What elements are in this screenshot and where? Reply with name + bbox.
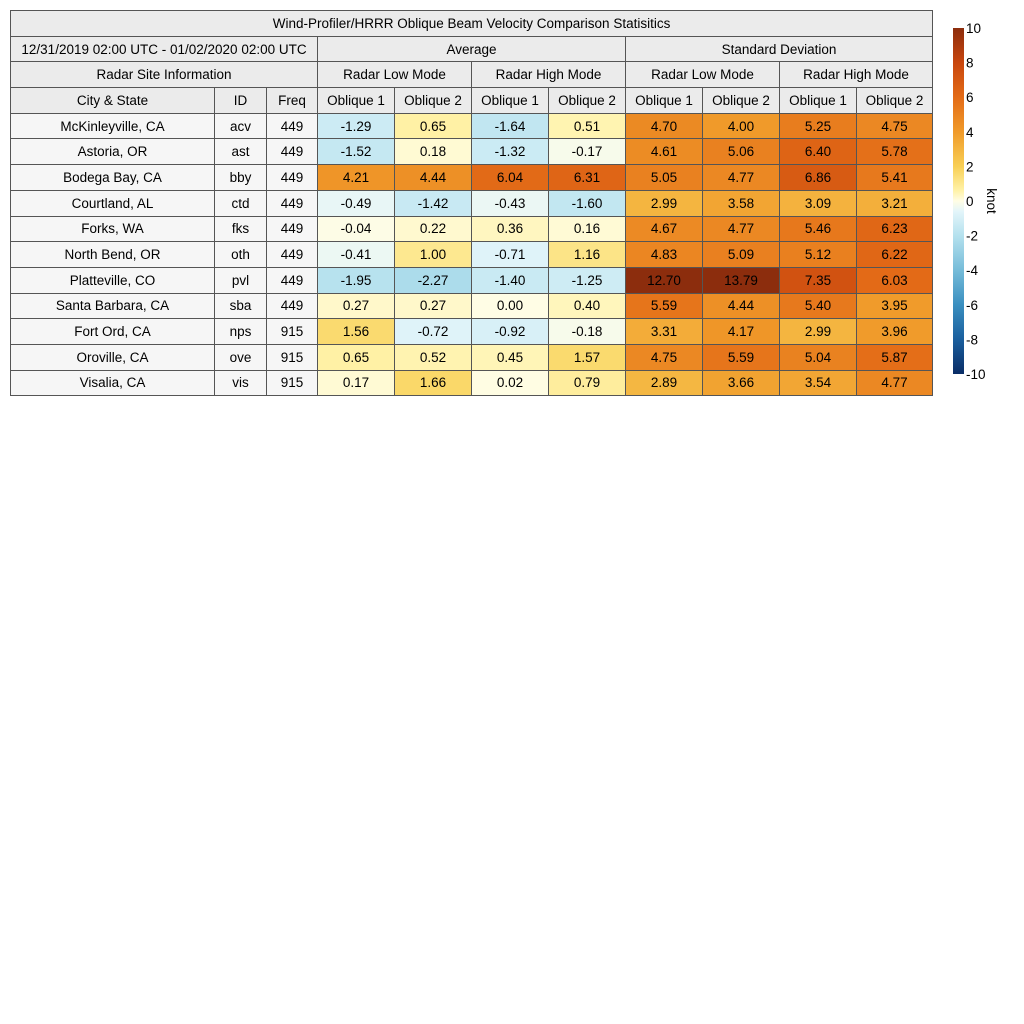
value-cell: -1.60 [549,190,626,216]
site-id-cell: acv [215,113,267,139]
freq-cell: 449 [267,242,318,268]
value-cell: 4.75 [857,113,933,139]
table-row [11,165,933,191]
value-cell: 4.77 [703,216,780,242]
table-row [11,267,933,293]
value-cell: 6.86 [780,165,857,191]
oblique-2-header: Oblique 2 [395,88,472,114]
value-cell: 0.27 [395,293,472,319]
value-cell: 6.23 [857,216,933,242]
city-cell: Astoria, OR [11,139,215,165]
average-header: Average [318,36,626,62]
colorbar-tick-label: 6 [966,90,974,106]
value-cell: 6.31 [549,165,626,191]
table-row [11,139,933,165]
value-cell: -1.40 [472,267,549,293]
value-cell: 4.83 [626,242,703,268]
table-row [11,319,933,345]
value-cell: 0.65 [395,113,472,139]
freq-cell: 915 [267,319,318,345]
value-cell: -0.04 [318,216,395,242]
oblique-2-header: Oblique 2 [703,88,780,114]
colorbar-tick-label: 8 [966,55,974,71]
freq-cell: 449 [267,190,318,216]
value-cell: 6.03 [857,267,933,293]
value-cell: -1.64 [472,113,549,139]
oblique-2-header: Oblique 2 [857,88,933,114]
value-cell: 3.54 [780,370,857,396]
value-cell: 5.05 [626,165,703,191]
value-cell: 7.35 [780,267,857,293]
value-cell: -0.71 [472,242,549,268]
freq-cell: 449 [267,139,318,165]
site-id-cell: sba [215,293,267,319]
oblique-1-header: Oblique 1 [318,88,395,114]
freq-cell: 449 [267,165,318,191]
value-cell: -1.32 [472,139,549,165]
value-cell: 4.21 [318,165,395,191]
value-cell: 2.99 [780,319,857,345]
stats-table [10,10,933,396]
freq-cell: 915 [267,370,318,396]
city-cell: Fort Ord, CA [11,319,215,345]
value-cell: 1.57 [549,344,626,370]
value-cell: 0.52 [395,344,472,370]
freq-cell: 915 [267,344,318,370]
colorbar [945,20,1020,390]
value-cell: 4.17 [703,319,780,345]
value-cell: 4.70 [626,113,703,139]
value-cell: 5.09 [703,242,780,268]
value-cell: 0.27 [318,293,395,319]
table-row [11,216,933,242]
value-cell: 3.09 [780,190,857,216]
value-cell: 2.89 [626,370,703,396]
value-cell: 3.95 [857,293,933,319]
title-row [11,11,933,37]
site-id-cell: nps [215,319,267,345]
value-cell: 0.36 [472,216,549,242]
value-cell: 4.44 [395,165,472,191]
value-cell: 5.40 [780,293,857,319]
value-cell: 5.04 [780,344,857,370]
std-dev-header: Standard Deviation [626,36,933,62]
site-id-cell: vis [215,370,267,396]
colorbar-tick-label: 10 [966,21,982,36]
table-row [11,113,933,139]
colorbar-tick-label: -4 [966,263,979,279]
value-cell: 4.61 [626,139,703,165]
value-cell: 0.22 [395,216,472,242]
value-cell: 0.65 [318,344,395,370]
site-id-cell: pvl [215,267,267,293]
value-cell: -1.29 [318,113,395,139]
value-cell: 0.00 [472,293,549,319]
value-cell: 4.77 [703,165,780,191]
table-row [11,190,933,216]
city-state-header: City & State [11,88,215,114]
city-cell: Oroville, CA [11,344,215,370]
city-cell: Platteville, CO [11,267,215,293]
mode-header-row [11,62,933,88]
std-low-mode-header: Radar Low Mode [626,62,780,88]
value-cell: 4.67 [626,216,703,242]
table-row [11,370,933,396]
value-cell: 0.40 [549,293,626,319]
value-cell: 13.79 [703,267,780,293]
value-cell: 3.96 [857,319,933,345]
value-cell: -0.43 [472,190,549,216]
value-cell: 0.02 [472,370,549,396]
value-cell: 5.59 [626,293,703,319]
info-header: Radar Site Information [11,62,318,88]
site-id-cell: ove [215,344,267,370]
value-cell: 5.46 [780,216,857,242]
value-cell: -0.41 [318,242,395,268]
freq-cell: 449 [267,113,318,139]
city-cell: North Bend, OR [11,242,215,268]
value-cell: 1.00 [395,242,472,268]
table-body [11,11,933,396]
value-cell: 4.44 [703,293,780,319]
freq-header: Freq [267,88,318,114]
oblique-1-header: Oblique 1 [780,88,857,114]
colorbar-tick-label: -10 [966,367,986,382]
value-cell: 5.06 [703,139,780,165]
value-cell: 3.31 [626,319,703,345]
avg-high-mode-header: Radar High Mode [472,62,626,88]
value-cell: 1.66 [395,370,472,396]
freq-cell: 449 [267,216,318,242]
value-cell: 5.12 [780,242,857,268]
value-cell: 2.99 [626,190,703,216]
site-id-cell: oth [215,242,267,268]
value-cell: 4.75 [626,344,703,370]
value-cell: 0.18 [395,139,472,165]
value-cell: 0.51 [549,113,626,139]
value-cell: -0.72 [395,319,472,345]
value-cell: -1.95 [318,267,395,293]
value-cell: 1.16 [549,242,626,268]
value-cell: 3.58 [703,190,780,216]
freq-cell: 449 [267,267,318,293]
value-cell: 5.41 [857,165,933,191]
value-cell: 12.70 [626,267,703,293]
freq-cell: 449 [267,293,318,319]
group-header-row [11,36,933,62]
colorbar-label: knot [984,188,999,214]
value-cell: 4.00 [703,113,780,139]
city-cell: Forks, WA [11,216,215,242]
colorbar-tick-label: -8 [966,332,979,348]
value-cell: -0.18 [549,319,626,345]
value-cell: -0.17 [549,139,626,165]
value-cell: 6.40 [780,139,857,165]
value-cell: -0.92 [472,319,549,345]
city-cell: Bodega Bay, CA [11,165,215,191]
colorbar-gradient [953,28,964,374]
value-cell: 6.04 [472,165,549,191]
city-cell: McKinleyville, CA [11,113,215,139]
value-cell: 6.22 [857,242,933,268]
site-id-cell: fks [215,216,267,242]
value-cell: 0.79 [549,370,626,396]
oblique-2-header: Oblique 2 [549,88,626,114]
site-id-cell: ctd [215,190,267,216]
table-row [11,344,933,370]
colorbar-tick-label: 0 [966,194,974,209]
table-row [11,242,933,268]
colorbar-tick-label: -6 [966,297,979,313]
value-cell: 5.25 [780,113,857,139]
value-cell: -1.42 [395,190,472,216]
table-row [11,293,933,319]
date-range: 12/31/2019 02:00 UTC - 01/02/2020 02:00 UTC [11,36,318,62]
value-cell: 3.21 [857,190,933,216]
std-high-mode-header: Radar High Mode [780,62,933,88]
value-cell: -1.52 [318,139,395,165]
value-cell: -0.49 [318,190,395,216]
column-header-row [11,88,933,114]
city-cell: Visalia, CA [11,370,215,396]
value-cell: 3.66 [703,370,780,396]
colorbar-tick-label: 2 [966,159,974,175]
value-cell: 5.87 [857,344,933,370]
value-cell: 1.56 [318,319,395,345]
site-id-cell: bby [215,165,267,191]
avg-low-mode-header: Radar Low Mode [318,62,472,88]
site-id-cell: ast [215,139,267,165]
colorbar-tick-label: 4 [966,124,974,140]
value-cell: 0.45 [472,344,549,370]
colorbar-tick-label: -2 [966,228,979,244]
value-cell: 5.59 [703,344,780,370]
value-cell: 0.16 [549,216,626,242]
value-cell: 4.77 [857,370,933,396]
value-cell: 5.78 [857,139,933,165]
city-cell: Santa Barbara, CA [11,293,215,319]
value-cell: 0.17 [318,370,395,396]
value-cell: -2.27 [395,267,472,293]
oblique-1-header: Oblique 1 [626,88,703,114]
value-cell: -1.25 [549,267,626,293]
table-title: Wind-Profiler/HRRR Oblique Beam Velocity Comparison Statisitics [11,11,933,37]
id-header: ID [215,88,267,114]
oblique-1-header: Oblique 1 [472,88,549,114]
city-cell: Courtland, AL [11,190,215,216]
colorbar-ticks [966,21,986,382]
